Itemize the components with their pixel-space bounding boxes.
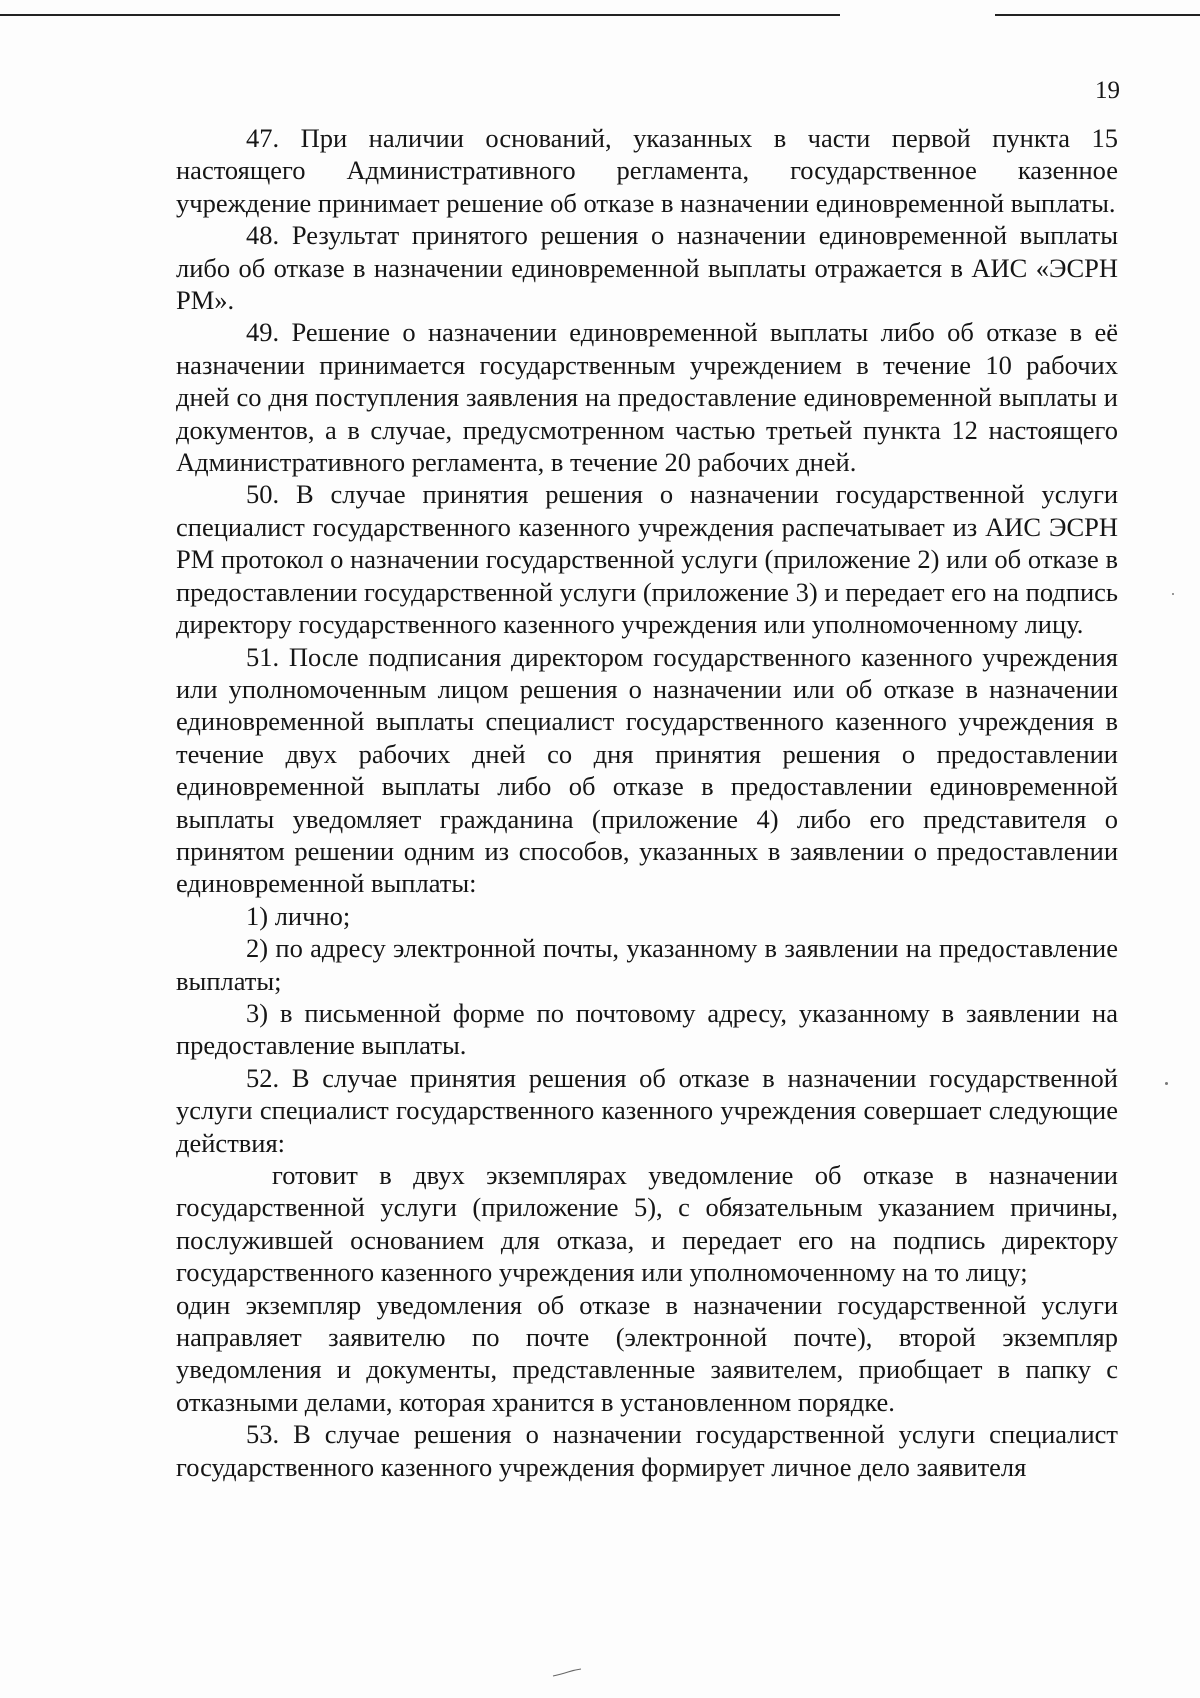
paragraph-52: 52. В случае принятия решения об отказе в назначении государственной услуги специалист государственного казенного учреждения совершает следующие действия: [176, 1062, 1118, 1158]
page-number: 19 [1095, 77, 1120, 104]
list-item-1: 1) лично; [246, 900, 351, 931]
paragraph-52-step-1: готовит в двух экземплярах уведомление об отказе в назначении государственной услуги (приложение 5), с обязательным указанием причины, послужившей основанием для отказа, и передает его на подпись директору государственного казенного учреждения или уполномоченному на то лицу; [176, 1160, 1118, 1288]
paragraph-49: 49. Решение о назначении единовременной выплаты либо об отказе в её назначении принимается государственным учреждением в течение 10 рабочих дней со дня поступления заявления на предоставление единовременной выплаты и документов, а в случае, предусмотренном частью третьей пункта 12 настоящего Административного регламента, в течение 20 рабочих дней. [176, 317, 1118, 478]
paragraph-50: 50. В случае принятия решения о назначении государственной услуги специалист государственного казенного учреждения распечатывает из АИС ЭСРН РМ протокол о назначении государственной услуги (приложение 2) или об отказе в предоставлении государственной услуги (приложение 3) и передает его на подпись директору государственного казенного учреждения или уполномоченному лицу. [176, 479, 1118, 640]
top-rule-left [0, 14, 840, 16]
list-item-2: 2) по адресу электронной почты, указанному в заявлении на предоставление выплаты; [176, 933, 1118, 996]
paragraph-51: 51. После подписания директором государственного казенного учреждения или уполномоченным лицом решения о назначении или об отказе в назначении единовременной выплаты специалист государственного казенного учреждения в течение двух рабочих дней со дня принятия решения о предоставлении единовременной выплаты либо об отказе в предоставлении единовременной выплаты уведомляет гражданина (приложение 4) либо его представителя о принятом решении одним из способов, указанных в заявлении о предоставлении единовременной выплаты: [176, 641, 1118, 899]
scan-mark [552, 1668, 582, 1678]
paragraph-52-step-2: один экземпляр уведомления об отказе в назначении государственной услуги направляет заявителю по почте (электронной почте), второй экземпляр уведомления и документы, представленные заявителем, приобщает в папку с отказными делами, которая хранится в установленном порядке. [176, 1289, 1118, 1417]
scan-speck [1172, 593, 1174, 595]
scan-speck [1165, 1082, 1168, 1085]
paragraph-53: 53. В случае решения о назначении государственной услуги специалист государственного казенного учреждения формирует личное дело заявителя [176, 1419, 1118, 1482]
list-item-3: 3) в письменной форме по почтовому адресу, указанному в заявлении на предоставление выплаты. [176, 997, 1118, 1061]
paragraph-47: 47. При наличии оснований, указанных в части первой пункта 15 настоящего Административного регламента, государственное казенное учреждение принимает решение об отказе в назначении единовременной выплаты. [176, 123, 1118, 218]
top-rule-right [995, 14, 1200, 16]
document-body [176, 122, 1118, 1483]
paragraph-48: 48. Результат принятого решения о назначении единовременной выплаты либо об отказе в назначении единовременной выплаты отражается в АИС «ЭСРН РМ». [176, 220, 1118, 316]
